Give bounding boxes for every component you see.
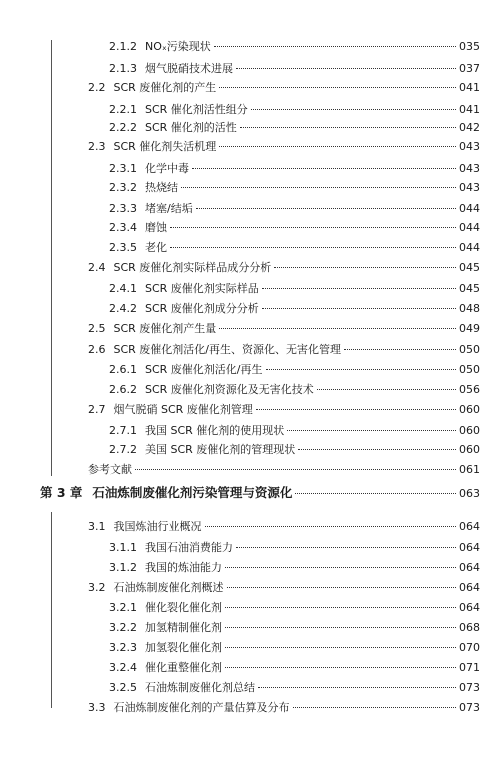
section-title: 热烧结 [145, 181, 178, 194]
toc-entry[interactable] [0, 383, 500, 397]
page-number: 070 [459, 641, 480, 654]
page-number: 064 [459, 561, 480, 574]
dot-leader [258, 687, 456, 688]
section-title: 我国炼油行业概况 [113, 520, 202, 533]
toc-entry[interactable] [0, 601, 500, 615]
dot-leader [219, 328, 456, 329]
section-number: 2.3 [88, 140, 106, 153]
dot-leader [266, 369, 456, 370]
toc-entry[interactable] [0, 322, 500, 336]
page-number: 043 [459, 162, 480, 175]
page-number: 035 [459, 40, 480, 53]
toc-entry[interactable] [0, 561, 500, 575]
section-title: 烟气脱硝技术进展 [145, 62, 233, 75]
page-number: 043 [459, 140, 480, 153]
section-number: 2.7 [88, 403, 106, 416]
page-number: 045 [459, 261, 480, 274]
section-title: 我国石油消费能力 [145, 541, 233, 554]
section-number: 2.3.4 [109, 221, 137, 234]
toc-entry[interactable] [0, 181, 500, 195]
section-number: 2.3.1 [109, 162, 137, 175]
toc-entry[interactable] [0, 463, 500, 477]
dot-leader [344, 349, 456, 350]
section-title: SCR 废催化剂的产生 [113, 81, 217, 94]
page-number: 050 [459, 363, 480, 376]
section-number: 3.1.2 [109, 561, 137, 574]
toc-entry[interactable] [0, 121, 500, 135]
section-title: 老化 [145, 241, 167, 254]
toc-entry[interactable] [0, 62, 500, 76]
section-number: 3.2 [88, 581, 106, 594]
page-number: 073 [459, 681, 480, 694]
section-number: 2.3.2 [109, 181, 137, 194]
dot-leader [192, 168, 456, 169]
toc-entry[interactable] [0, 363, 500, 377]
section-title: 我国 SCR 催化剂的使用现状 [145, 424, 285, 437]
section-title: 石油炼制废催化剂的产量估算及分布 [113, 701, 290, 714]
section-number: 2.4 [88, 261, 106, 274]
dot-leader [251, 109, 456, 110]
page-number: 063 [459, 487, 480, 500]
toc-entry[interactable] [0, 302, 500, 316]
page-number: 060 [459, 443, 480, 456]
section-title: 加氢裂化催化剂 [145, 641, 222, 654]
page-number: 049 [459, 322, 480, 335]
section-number: 2.6 [88, 343, 106, 356]
toc-entry[interactable] [0, 641, 500, 655]
section-number: 2.7.2 [109, 443, 137, 456]
dot-leader [317, 389, 456, 390]
dot-leader [256, 409, 456, 410]
toc-entry[interactable] [0, 140, 500, 154]
section-title: 参考文献 [88, 463, 132, 476]
section-title: SCR 废催化剂成分分析 [145, 302, 259, 315]
section-number: 2.1.2 [109, 40, 137, 53]
section-title: 催化裂化催化剂 [145, 601, 222, 614]
section-number: 3.2.5 [109, 681, 137, 694]
section-number: 2.4.2 [109, 302, 137, 315]
section-title: 磨蚀 [145, 221, 167, 234]
section-number: 2.3.5 [109, 241, 137, 254]
section-number: 2.4.1 [109, 282, 137, 295]
dot-leader [262, 308, 456, 309]
section-title: 我国的炼油能力 [145, 561, 222, 574]
toc-entry[interactable] [0, 241, 500, 255]
section-number: 第 3 章 [40, 485, 83, 500]
section-number: 2.6.2 [109, 383, 137, 396]
dot-leader [240, 127, 456, 128]
section-number: 2.6.1 [109, 363, 137, 376]
toc-entry[interactable] [0, 343, 500, 357]
page-number: 064 [459, 601, 480, 614]
section-number: 2.2.1 [109, 103, 137, 116]
toc-entry[interactable] [0, 103, 500, 117]
section-title: 加氢精制催化剂 [145, 621, 222, 634]
section-title: 烟气脱硝 SCR 废催化剂管理 [113, 403, 253, 416]
page-number: 042 [459, 121, 480, 134]
dot-leader [287, 430, 456, 431]
section-title: SCR 废催化剂活化/再生、资源化、无害化管理 [113, 343, 342, 356]
page-number: 045 [459, 282, 480, 295]
page-number: 050 [459, 343, 480, 356]
section-title: SCR 催化剂的活性 [145, 121, 237, 134]
page-number: 041 [459, 81, 480, 94]
page-number: 068 [459, 621, 480, 634]
page-number: 064 [459, 520, 480, 533]
page-number: 037 [459, 62, 480, 75]
dot-leader [196, 208, 456, 209]
section-number: 3.2.4 [109, 661, 137, 674]
dot-leader [225, 607, 456, 608]
toc-entry[interactable] [0, 202, 500, 216]
toc-entry[interactable] [0, 221, 500, 235]
section-number: 2.2 [88, 81, 106, 94]
page-number: 056 [459, 383, 480, 396]
section-title: NOₓ污染现状 [145, 40, 211, 53]
page-number: 044 [459, 202, 480, 215]
page-number: 064 [459, 541, 480, 554]
dot-leader [227, 587, 457, 588]
section-number: 3.2.2 [109, 621, 137, 634]
section-number: 2.7.1 [109, 424, 137, 437]
toc-entry[interactable] [0, 261, 500, 275]
section-title: 化学中毒 [145, 162, 189, 175]
page-number: 043 [459, 181, 480, 194]
section-title: SCR 废催化剂实际样品 [145, 282, 259, 295]
section-number: 2.1.3 [109, 62, 137, 75]
page-number: 044 [459, 221, 480, 234]
section-title: 石油炼制废催化剂污染管理与资源化 [92, 485, 293, 500]
page-number: 048 [459, 302, 480, 315]
section-title: SCR 废催化剂资源化及无害化技术 [145, 383, 314, 396]
dot-leader [225, 567, 456, 568]
toc-entry[interactable] [0, 661, 500, 675]
section-title: SCR 废催化剂产生量 [113, 322, 217, 335]
dot-leader [170, 247, 456, 248]
toc-entry[interactable] [0, 541, 500, 555]
dot-leader [274, 267, 456, 268]
dot-leader [219, 146, 456, 147]
dot-leader [236, 547, 456, 548]
dot-leader [225, 627, 456, 628]
page-number: 061 [459, 463, 480, 476]
page-number: 060 [459, 403, 480, 416]
dot-leader [225, 647, 456, 648]
section-number: 3.1 [88, 520, 106, 533]
section-number: 2.2.2 [109, 121, 137, 134]
chapter-heading[interactable] [0, 486, 500, 501]
section-title: 石油炼制废催化剂概述 [113, 581, 224, 594]
dot-leader [181, 187, 456, 188]
dot-leader [298, 449, 456, 450]
toc-entry[interactable] [0, 424, 500, 438]
dot-leader [295, 493, 456, 494]
dot-leader [170, 227, 456, 228]
page-number: 044 [459, 241, 480, 254]
section-title: 美国 SCR 废催化剂的管理现状 [145, 443, 296, 456]
toc-entry[interactable] [0, 81, 500, 95]
section-title: 催化重整催化剂 [145, 661, 222, 674]
toc-entry[interactable] [0, 520, 500, 534]
dot-leader [262, 288, 456, 289]
dot-leader [135, 469, 456, 470]
dot-leader [214, 46, 456, 47]
toc-entry[interactable] [0, 282, 500, 296]
dot-leader [293, 707, 457, 708]
toc-entry[interactable] [0, 701, 500, 715]
section-number: 3.3 [88, 701, 106, 714]
dot-leader [205, 526, 457, 527]
section-number: 3.2.1 [109, 601, 137, 614]
section-number: 3.2.3 [109, 641, 137, 654]
section-number: 3.1.1 [109, 541, 137, 554]
toc-entry[interactable] [0, 621, 500, 635]
toc-entry[interactable] [0, 162, 500, 176]
section-title: SCR 废催化剂活化/再生 [145, 363, 263, 376]
page-number: 064 [459, 581, 480, 594]
page-number: 073 [459, 701, 480, 714]
dot-leader [236, 68, 456, 69]
section-number: 2.3.3 [109, 202, 137, 215]
section-number: 2.5 [88, 322, 106, 335]
section-title: 石油炼制废催化剂总结 [145, 681, 255, 694]
toc-entry[interactable] [0, 403, 500, 417]
toc-entry[interactable] [0, 443, 500, 457]
section-title: SCR 废催化剂实际样品成分分析 [113, 261, 272, 274]
section-title: SCR 催化剂活性组分 [145, 103, 248, 116]
toc-entry[interactable] [0, 40, 500, 54]
dot-leader [225, 667, 456, 668]
page-number: 060 [459, 424, 480, 437]
page-number: 071 [459, 661, 480, 674]
toc-entry[interactable] [0, 581, 500, 595]
dot-leader [219, 87, 456, 88]
section-title: SCR 催化剂失活机理 [113, 140, 217, 153]
page-number: 041 [459, 103, 480, 116]
section-title: 堵塞/结垢 [145, 202, 193, 215]
toc-entry[interactable] [0, 681, 500, 695]
